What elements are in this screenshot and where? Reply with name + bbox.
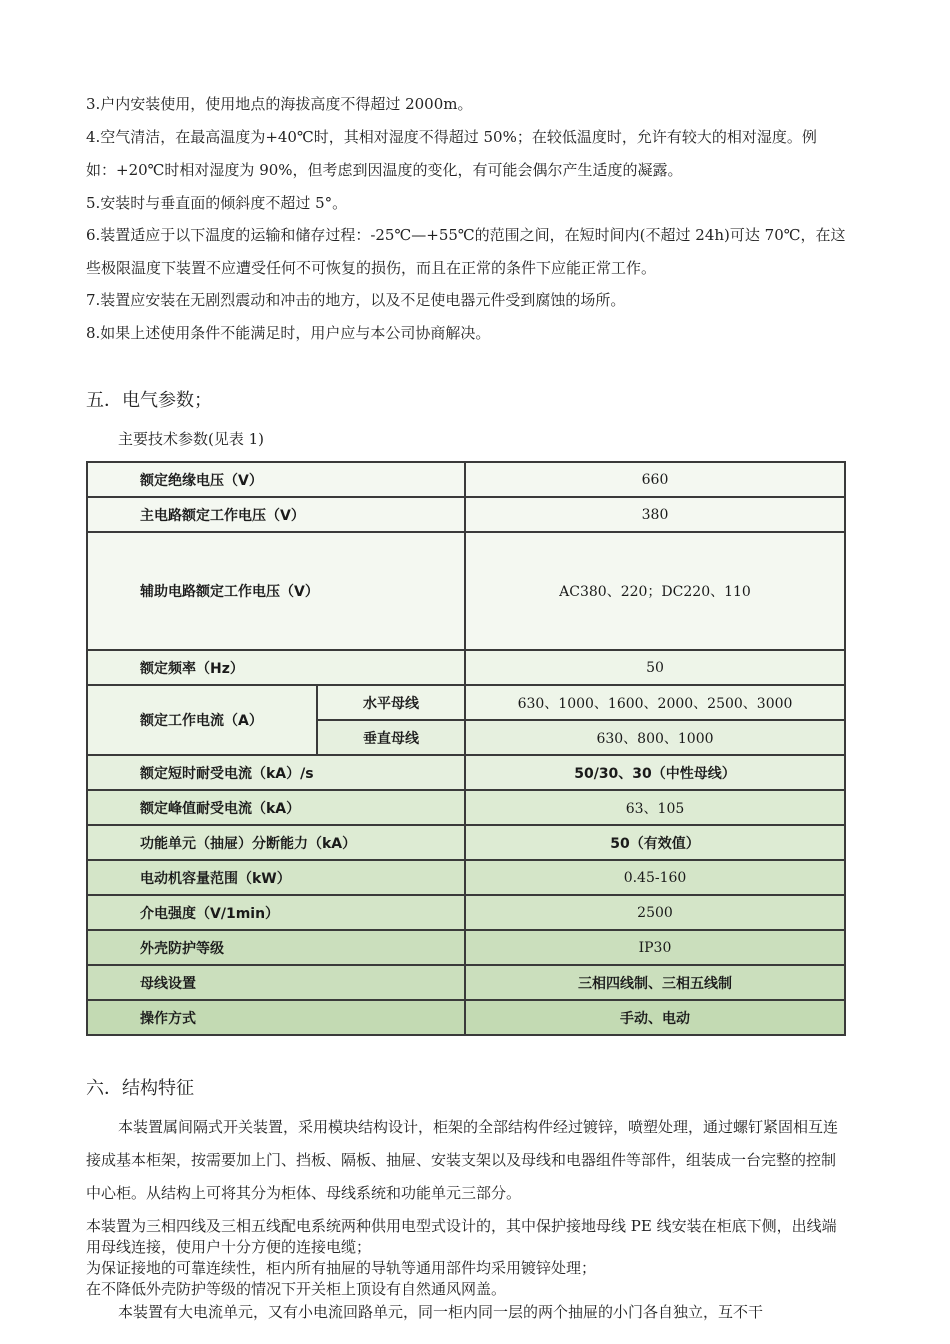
condition-item-6: 6.装置适应于以下温度的运输和储存过程：-25℃—+55℃的范围之间，在短时间内(不超过 24h)可达 70℃，在这些极限温度下装置不应遭受任何不可恢复的损伤，而且在正常的条件下应能正常工作。 [86,226,846,277]
param-value: 380 [465,497,845,532]
structure-paragraph-2: 本装置为三相四线及三相五线配电系统两种供用电型式设计的，其中保护接地母线 PE 线安装在柜底下侧，出线端用母线连接，使用户十分方便的连接电缆； [86,1217,837,1256]
param-value: 63、105 [465,790,845,825]
param-value: 0.45-160 [465,860,845,895]
param-sublabel: 垂直母线 [317,720,465,755]
param-label: 母线设置 [87,965,465,1000]
table-row [87,650,845,685]
param-value: 手动、电动 [465,1000,845,1035]
table-row [87,965,845,1000]
table-row [87,685,845,720]
structure-paragraph-4: 在不降低外壳防护等级的情况下开关柜上顶设有自然通风网盖。 [86,1280,507,1298]
param-value: 50/30、30（中性母线） [465,755,845,790]
param-label: 功能单元（抽屉）分断能力（kA） [87,825,465,860]
table-row [87,790,845,825]
param-value: 三相四线制、三相五线制 [465,965,845,1000]
param-label: 额定工作电流（A） [87,685,317,755]
param-sublabel: 水平母线 [317,685,465,720]
param-label: 操作方式 [87,1000,465,1035]
param-label: 电动机容量范围（kW） [87,860,465,895]
table-row [87,532,845,650]
table-caption: 主要技术参数(见表 1) [118,430,265,448]
param-value: 50 [465,650,845,685]
table-row [87,755,845,790]
table-row [87,895,845,930]
condition-item-4: 4.空气清洁，在最高温度为+40℃时，其相对湿度不得超过 50%；在较低温度时，允许有较大的相对湿度。例如：+20℃时相对湿度为 90%，但考虑到因温度的变化，有可能会偶尔产生适度的凝露。 [86,128,817,179]
param-label: 额定频率（Hz） [87,650,465,685]
table-row [87,462,845,497]
section-title-electrical: 五．电气参数； [86,390,212,411]
param-label: 介电强度（V/1min） [87,895,465,930]
param-value: IP30 [465,930,845,965]
param-label: 外壳防护等级 [87,930,465,965]
structure-paragraph-1: 本装置属间隔式开关装置，采用模块结构设计，柜架的全部结构件经过镀锌，喷塑处理，通过螺钉紧固相互连接成基本柜架，按需要加上门、挡板、隔板、抽屉、安装支架以及母线和电器组件等部件，组装成一台完整的控制中心柜。从结构上可将其分为柜体、母线系统和功能单元三部分。 [86,1118,839,1202]
param-label: 主电路额定工作电压（V） [87,497,465,532]
condition-item-8: 8.如果上述使用条件不能满足时，用户应与本公司协商解决。 [86,324,491,342]
param-label: 额定短时耐受电流（kA）/s [87,755,465,790]
param-value: AC380、220；DC220、110 [465,532,845,650]
param-value: 50（有效值） [465,825,845,860]
table-row [87,825,845,860]
table-row [87,1000,845,1035]
param-value: 2500 [465,895,845,930]
param-value: 630、1000、1600、2000、2500、3000 [465,685,845,720]
section-title-structure: 六．结构特征 [86,1078,194,1099]
param-value: 660 [465,462,845,497]
table-row [87,860,845,895]
param-label: 额定绝缘电压（V） [87,462,465,497]
structure-paragraph-5: 本装置有大电流单元，又有小电流回路单元，同一柜内同一层的两个抽屉的小门各自独立，互不干 [118,1303,764,1321]
table-row [87,930,845,965]
condition-item-7: 7.装置应安装在无剧烈震动和冲击的地方，以及不足使电器元件受到腐蚀的场所。 [86,291,626,309]
param-label: 辅助电路额定工作电压（V） [87,532,465,650]
table-row [87,497,845,532]
technical-parameters-table [86,461,846,1036]
condition-item-3: 3.户内安装使用，使用地点的海拔高度不得超过 2000m。 [86,95,473,113]
condition-item-5: 5.安装时与垂直面的倾斜度不超过 5°。 [86,194,348,212]
structure-paragraph-3: 为保证接地的可靠连续性，柜内所有抽屉的导轨等通用部件均采用镀锌处理； [86,1259,597,1277]
param-value: 630、800、1000 [465,720,845,755]
param-label: 额定峰值耐受电流（kA） [87,790,465,825]
